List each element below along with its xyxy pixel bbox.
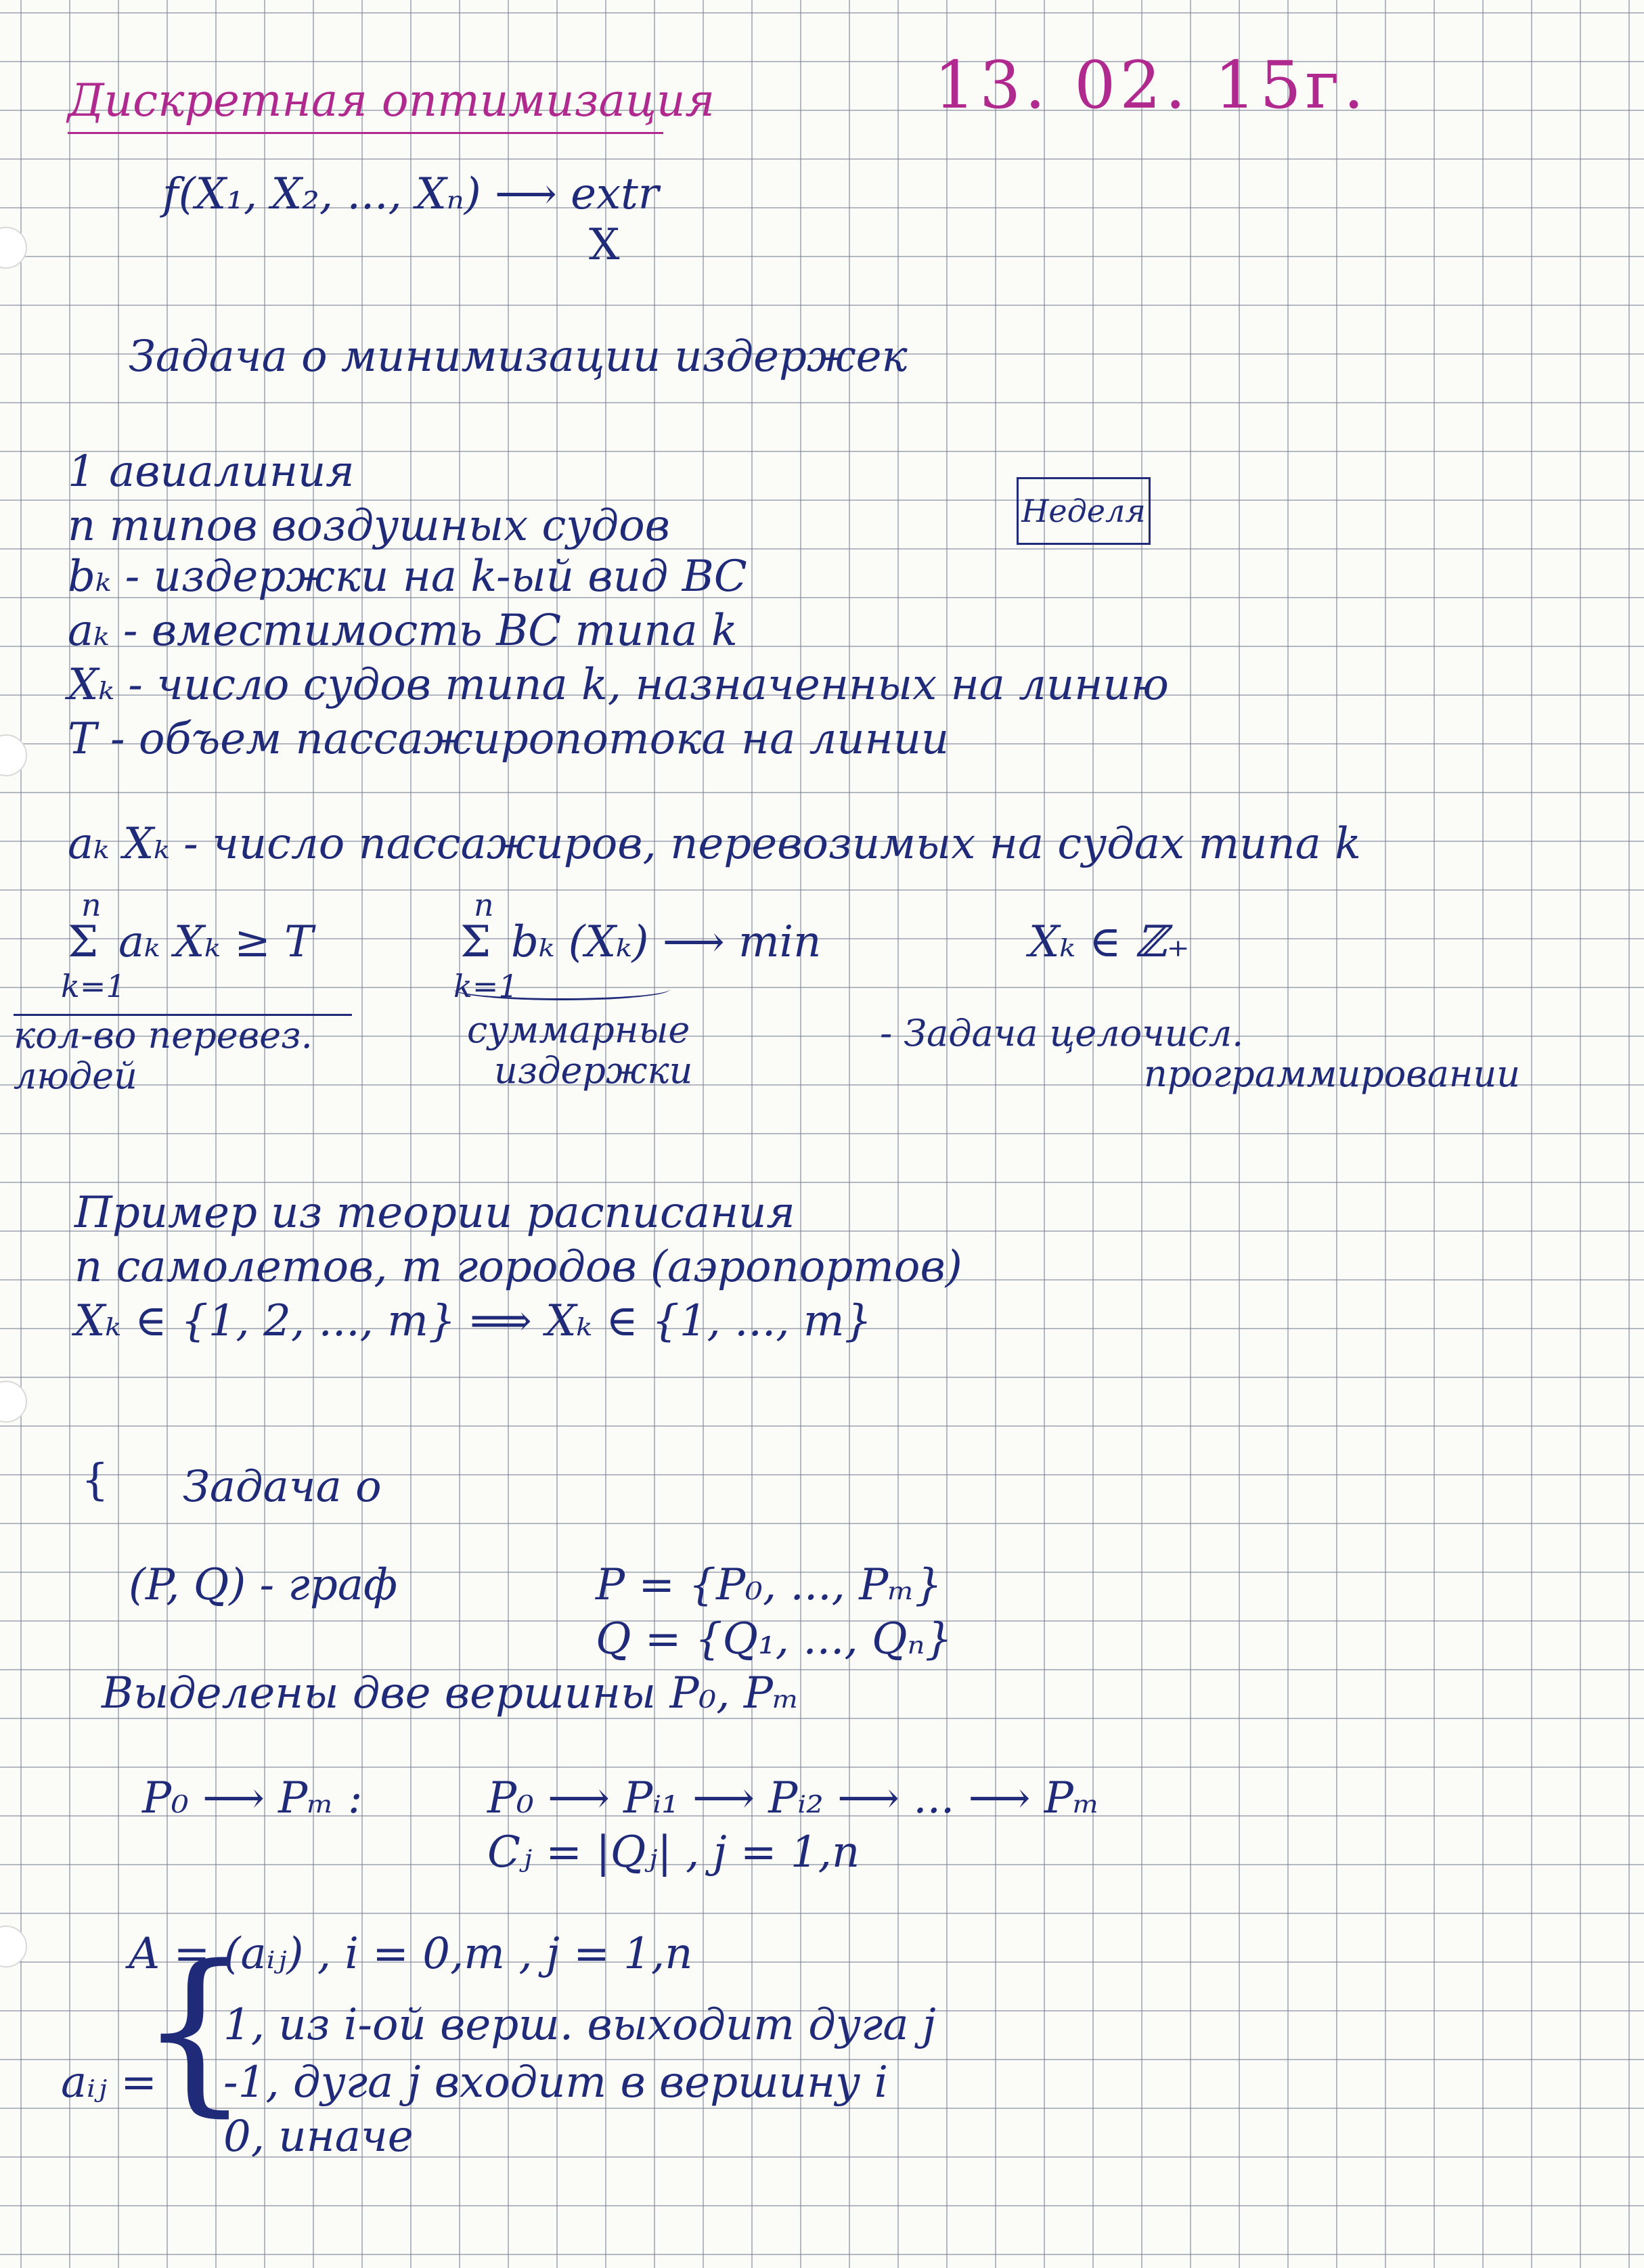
objective-expression: bₖ (Xₖ) ⟶ min [511, 917, 822, 967]
page-title: Дискретная оптимизация [68, 74, 715, 127]
definition-line: T - объем пассажиропотока на линии [68, 714, 950, 764]
schedule-example-line: n самолетов, m городов (аэропортов) [74, 1242, 962, 1292]
selected-vertices: Выделены две вершины P₀, Pₘ [102, 1668, 800, 1718]
schedule-example-line: Xₖ ∈ {1, 2, ..., m} ⟹ Xₖ ∈ {1, ..., m} [74, 1296, 872, 1346]
passengers-definition: aₖ Xₖ - число пассажиров, перевозимых на судах типа k [68, 819, 1361, 869]
vertex-set: P = {P₀, ..., Pₘ} [596, 1560, 943, 1610]
sum-upper-limit: n [81, 887, 102, 923]
graph-definition: (P, Q) - граф [129, 1560, 398, 1610]
edge-set: Q = {Q₁, ..., Qₙ} [596, 1614, 953, 1664]
sum-lower-limit: k=1 [61, 968, 126, 1004]
objective-caption: издержки [494, 1049, 693, 1092]
title-underline [68, 132, 663, 134]
incidence-matrix: A = (aᵢⱼ) , i = 0,m , j = 1,n [129, 1929, 693, 1979]
schedule-example-heading: Пример из теории расписания [74, 1188, 795, 1238]
section-heading-costs: Задача о минимизации издержек [129, 332, 908, 382]
binder-hole [0, 1926, 27, 1967]
extr-formula: f(X₁, X₂, ..., Xₙ) ⟶ extr [162, 169, 659, 219]
constraint-expression: aₖ Xₖ ≥ T [118, 917, 313, 967]
definition-line: 1 авиалиния [68, 447, 355, 497]
task-type-label: - Задача целочисл. [880, 1012, 1244, 1054]
sum-lower-limit: k=1 [453, 968, 518, 1004]
path-definition-left: P₀ ⟶ Pₘ : [142, 1773, 363, 1823]
section-heading-graph: Задача о [183, 1462, 382, 1512]
definition-line: bₖ - издержки на k-ый вид ВС [68, 552, 747, 602]
case-line: 1, из i-ой верш. выходит дуга j [223, 2000, 936, 2050]
extr-subscript: X [589, 220, 620, 270]
task-type-label: программировании [1144, 1052, 1521, 1095]
aij-label: aᵢⱼ = [61, 2058, 157, 2108]
definition-line: n типов воздушных судов [68, 501, 670, 551]
binder-hole [0, 1381, 27, 1423]
definition-line: aₖ - вместимость ВС типа k [68, 606, 738, 656]
binder-hole [0, 227, 27, 269]
sum-upper-limit: n [474, 887, 494, 923]
cases-brace: { [139, 1928, 251, 2133]
objective-underbrace [453, 978, 670, 1000]
definition-line: Xₖ - число судов типа k, назначенных на линию [68, 660, 1169, 710]
arc-cost: Cⱼ = |Qⱼ| , j = 1,n [487, 1827, 860, 1877]
case-line: 0, иначе [223, 2112, 414, 2162]
constraint-caption: кол-во перевез. людей [14, 1014, 313, 1097]
case-line: -1, дуга j входит в вершину i [223, 2058, 889, 2108]
section-brace: { [81, 1455, 109, 1505]
sum-sign: Σ [460, 917, 491, 967]
path-definition-right: P₀ ⟶ Pᵢ₁ ⟶ Pᵢ₂ ⟶ ... ⟶ Pₘ [487, 1773, 1100, 1823]
boxed-note: Неделя [1017, 477, 1151, 545]
integer-domain: Xₖ ∈ ℤ₊ [1029, 917, 1190, 967]
binder-hole [0, 734, 27, 776]
sum-sign: Σ [68, 917, 99, 967]
objective-caption: суммарные [467, 1008, 690, 1051]
page-date: 13. 02. 15г. [934, 47, 1369, 123]
